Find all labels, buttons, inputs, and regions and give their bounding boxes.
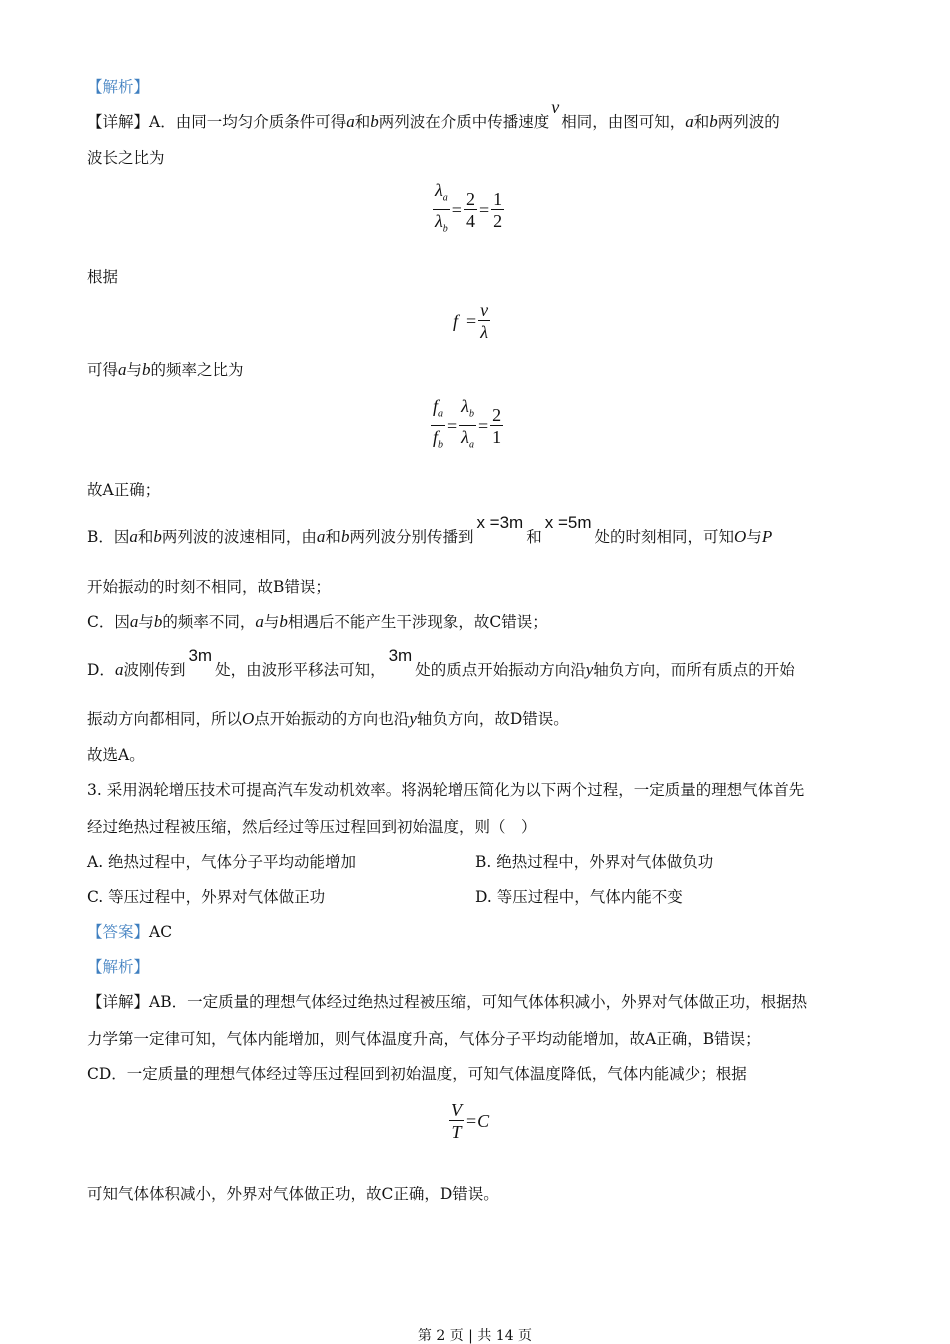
text-segment: 与 <box>126 361 143 379</box>
text-segment: 的频率不同， <box>162 613 256 631</box>
formula-text: λ <box>435 180 443 200</box>
text-segment: O <box>242 709 255 728</box>
basis-1 <box>87 267 118 287</box>
formula-text: = <box>451 199 462 220</box>
detail-cd-2 <box>87 1184 499 1204</box>
formula-text: f <box>433 396 439 416</box>
formula-gas-law <box>448 1100 489 1143</box>
answer <box>87 922 172 942</box>
text-segment: b <box>279 612 288 631</box>
text-segment: y <box>585 660 594 679</box>
text-segment: D． <box>87 661 115 679</box>
formula-text: v <box>480 300 489 320</box>
text-segment: 和 <box>354 113 371 131</box>
option-c <box>87 887 325 907</box>
text-segment: 与 <box>746 528 762 546</box>
formula-text: λ <box>480 322 489 342</box>
formula-text: 2 <box>465 188 475 209</box>
analysis-tag-2 <box>87 957 149 977</box>
text-segment: b <box>709 112 718 131</box>
formula-text: f <box>453 311 459 331</box>
detail-a-4 <box>87 480 160 500</box>
text-segment: 两列波的 <box>717 113 780 131</box>
text-segment: 轴负方向，故D错误。 <box>416 710 569 728</box>
formula-text: b <box>468 408 474 420</box>
formula-text: 2 <box>492 404 502 425</box>
text-segment: 两列波分别传播到 <box>349 528 474 546</box>
text-segment: B．因 <box>87 528 130 546</box>
text-segment: a <box>316 527 326 546</box>
formula-frequency-ratio <box>430 396 504 456</box>
text-segment: P <box>761 527 773 546</box>
text-segment: a <box>114 660 124 679</box>
page-footer: 第 2 页 | 共 14 页 <box>417 1328 533 1344</box>
formula-text: = <box>466 311 477 331</box>
text-segment: a <box>255 612 264 631</box>
text-segment: 根据 <box>87 268 119 286</box>
detail-d-2 <box>87 709 569 729</box>
question-3-1 <box>87 780 804 800</box>
detail-d-1 <box>87 646 795 680</box>
text-segment: a <box>118 360 127 379</box>
detail-cd-1 <box>87 1064 747 1084</box>
text-segment: 处的时刻相同，可知 <box>594 528 735 546</box>
formula-text: a <box>442 192 448 204</box>
text-segment: 振动方向都相同，所以 <box>87 710 243 728</box>
text-segment: 处的质点开始振动方向沿 <box>415 661 586 679</box>
formula-wavelength-ratio <box>432 180 505 240</box>
text-segment: AC <box>149 923 173 941</box>
text-segment: B. 绝热过程中，外界对气体做负功 <box>475 853 714 871</box>
text-segment: x =5m <box>544 513 592 532</box>
text-segment: 两列波在介质中传播速度 <box>378 113 550 131</box>
text-segment: 点开始振动的方向也沿 <box>254 710 410 728</box>
option-b <box>475 852 713 872</box>
text-segment: 【答案】 <box>87 923 150 941</box>
text-segment: A. 绝热过程中，气体分子平均动能增加 <box>87 853 357 871</box>
text-segment: 和 <box>693 113 710 131</box>
text-segment: 力学第一定律可知，气体内能增加，则气体温度升高，气体分子平均动能增加，故A正确，B错误； <box>87 1030 761 1048</box>
text-segment: 和 <box>325 528 341 546</box>
text-segment: 与 <box>263 613 280 631</box>
text-segment: 3m <box>388 646 413 665</box>
formula-text: 4 <box>465 210 475 231</box>
text-segment: b <box>153 612 163 631</box>
text-segment: 开始振动的时刻不相同，故B错误； <box>87 578 331 596</box>
question-3-2 <box>87 817 537 837</box>
formula-text: = <box>477 415 489 436</box>
text-segment: v <box>551 97 560 117</box>
formula-text: = <box>447 415 458 436</box>
text-segment: a <box>129 527 138 546</box>
formula-text: T <box>451 1122 462 1142</box>
formula-frequency <box>453 300 491 343</box>
formula-text: = <box>478 199 490 220</box>
analysis-tag-1 <box>87 77 149 97</box>
text-segment: 和 <box>526 528 542 546</box>
formula-text: V <box>451 1100 462 1120</box>
text-segment: 相同，由图可知， <box>561 113 686 131</box>
detail-ab-1 <box>87 992 807 1012</box>
text-segment: 和 <box>137 528 154 546</box>
text-segment: 【解析】 <box>87 78 150 96</box>
text-segment: 故A正确； <box>87 481 161 499</box>
formula-text: λ <box>461 426 469 447</box>
text-segment: 处，由波形平移法可知， <box>215 661 386 679</box>
detail-ab-2 <box>87 1029 761 1049</box>
formula-text: a <box>438 408 444 420</box>
text-segment: 两列波的波速相同，由 <box>161 528 317 546</box>
text-segment: x =3m <box>476 513 524 532</box>
formula-text: 1 <box>493 188 503 209</box>
detail-a-1 <box>87 97 780 132</box>
detail-b-1 <box>87 513 773 547</box>
text-segment: a <box>685 112 694 131</box>
option-d <box>475 887 683 907</box>
text-segment: 波刚传到 <box>123 661 186 679</box>
text-segment: O <box>734 527 747 546</box>
choice-1 <box>87 745 145 765</box>
text-segment: 可得 <box>87 361 119 379</box>
text-segment: 与 <box>138 613 154 631</box>
text-segment: 可知气体体积减小，外界对气体做正功，故C正确，D错误。 <box>87 1185 499 1203</box>
formula-text: λ <box>461 396 469 416</box>
text-segment: 相遇后不能产生干涉现象，故C错误； <box>287 613 548 631</box>
text-segment: 【详解】A．由同一均匀介质条件可得 <box>87 113 347 131</box>
detail-b-2 <box>87 577 331 597</box>
detail-a-2 <box>87 148 165 168</box>
text-segment: 【详解】AB．一定质量的理想气体经过绝热过程被压缩，可知气体体积减小，外界对气体做正功，根据热 <box>87 993 808 1011</box>
detail-a-3 <box>87 360 244 380</box>
formula-text: 2 <box>493 210 503 231</box>
text-segment: 轴负方向，而所有质点的开始 <box>593 661 795 679</box>
text-segment: CD．一定质量的理想气体经过等压过程回到初始温度，可知气体温度降低，气体内能减少；根据 <box>87 1065 747 1083</box>
text-segment: 3m <box>188 646 213 665</box>
formula-text: 1 <box>492 426 502 447</box>
text-segment: 【解析】 <box>87 958 150 976</box>
text-segment: C. 等压过程中，外界对气体做正功 <box>87 888 326 906</box>
text-segment: C．因 <box>87 613 130 631</box>
text-segment: D. 等压过程中，气体内能不变 <box>475 888 683 906</box>
text-segment: b <box>370 112 379 131</box>
text-segment: a <box>346 112 355 131</box>
text-segment: b <box>142 360 151 379</box>
text-segment: 的频率之比为 <box>150 361 244 379</box>
formula-text: f <box>433 426 439 447</box>
text-segment: y <box>409 709 417 728</box>
text-segment: b <box>340 527 350 546</box>
text-segment: 波长之比为 <box>87 149 165 167</box>
option-a <box>87 852 356 872</box>
formula-text: = <box>466 1111 477 1131</box>
text-segment: 故选A。 <box>87 746 145 764</box>
formula-text: λ <box>435 210 443 231</box>
text-segment: b <box>153 527 162 546</box>
text-segment: 3. 采用涡轮增压技术可提高汽车发动机效率。将涡轮增压简化为以下两个过程，一定质量的理想气体首先 <box>87 781 805 799</box>
formula-text: C <box>477 1111 490 1131</box>
text-segment: a <box>129 612 139 631</box>
detail-c <box>87 612 548 632</box>
formula-text: b <box>438 439 444 451</box>
text-segment: 经过绝热过程被压缩，然后经过等压过程回到初始温度，则（ ） <box>87 818 537 836</box>
formula-text: b <box>442 223 448 235</box>
formula-text: a <box>468 439 474 451</box>
